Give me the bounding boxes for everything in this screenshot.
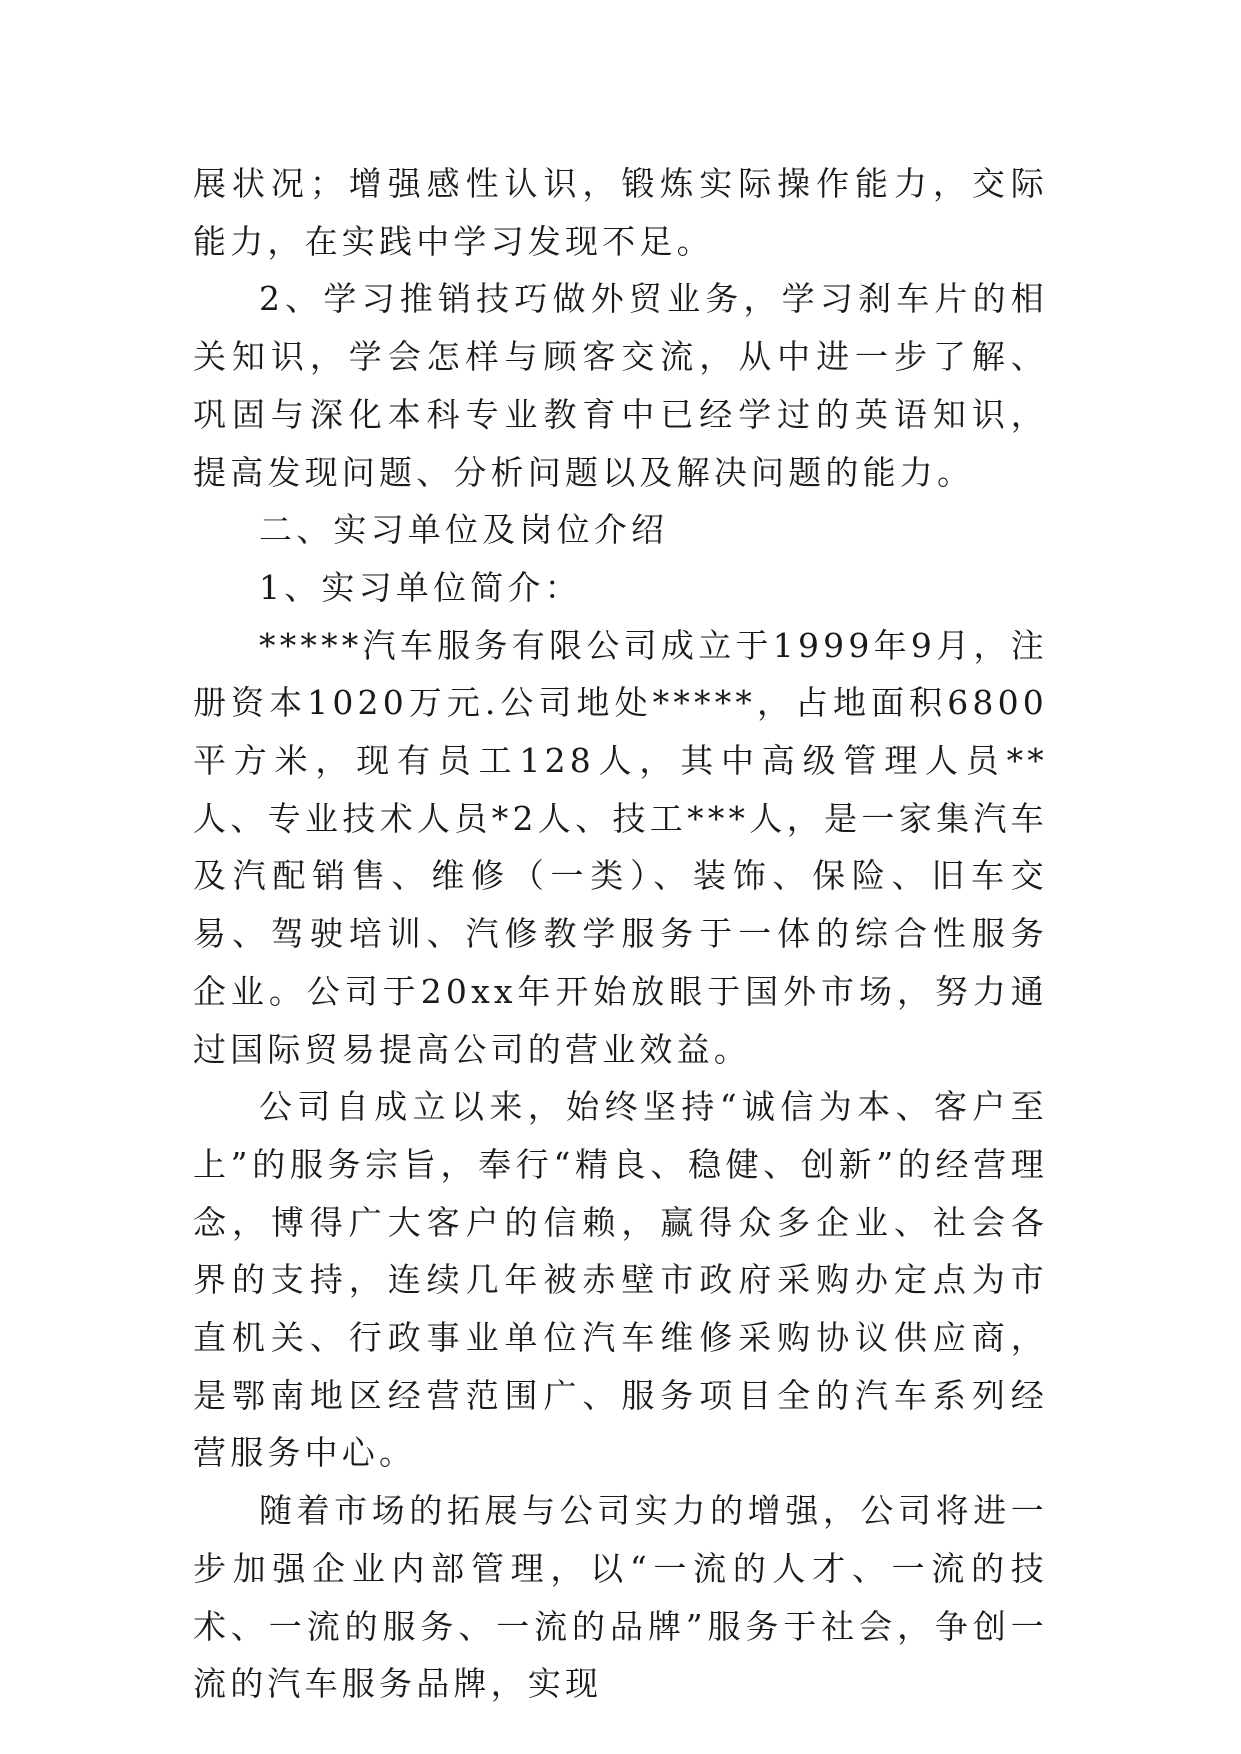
section-heading: 二、实习单位及岗位介绍 [259, 510, 669, 550]
document-body [193, 155, 1048, 1713]
paragraph-learning-goals: 2、学习推销技巧做外贸业务，学习刹车片的相关知识，学会怎样与顾客交流，从中进一步了解、巩固与深化本科专业教育中已经学过的英语知识，提高发现问题、分析问题以及解决问题的能力。 [193, 279, 1048, 492]
paragraph-company-philosophy: 公司自成立以来，始终坚持“诚信为本、客户至上”的服务宗旨，奉行“精良、稳健、创新”的经营理念，博得广大客户的信赖，赢得众多企业、社会各界的支持，连续几年被赤壁市政府采购办定点为市直机关、行政事业单位汽车维修采购协议供应商，是鄂南地区经营范围广、服务项目全的汽车系列经营服务中心。 [193, 1087, 1048, 1473]
paragraph-continuation: 展状况；增强感性认识，锻炼实际操作能力，交际能力，在实践中学习发现不足。 [193, 164, 1048, 261]
paragraph-company-outlook: 随着市场的拓展与公司实力的增强，公司将进一步加强企业内部管理，以“一流的人才、一流的技术、一流的服务、一流的品牌”服务于社会，争创一流的汽车服务品牌，实现 [193, 1491, 1048, 1704]
paragraph-company-intro: *****汽车服务有限公司成立于1999年9月，注册资本1020万元.公司地处*****，占地面积6800平方米，现有员工128人，其中高级管理人员**人、专业技术人员*2人、技工***人，是一家集汽车及汽配销售、维修（一类）、装饰、保险、旧车交易、驾驶培训、汽修教学服务于一体的综合性服务企业。公司于20xx年开始放眼于国外市场，努力通过国际贸易提高公司的营业效益。 [193, 625, 1048, 1069]
subsection-heading: 1、实习单位简介： [259, 567, 582, 607]
